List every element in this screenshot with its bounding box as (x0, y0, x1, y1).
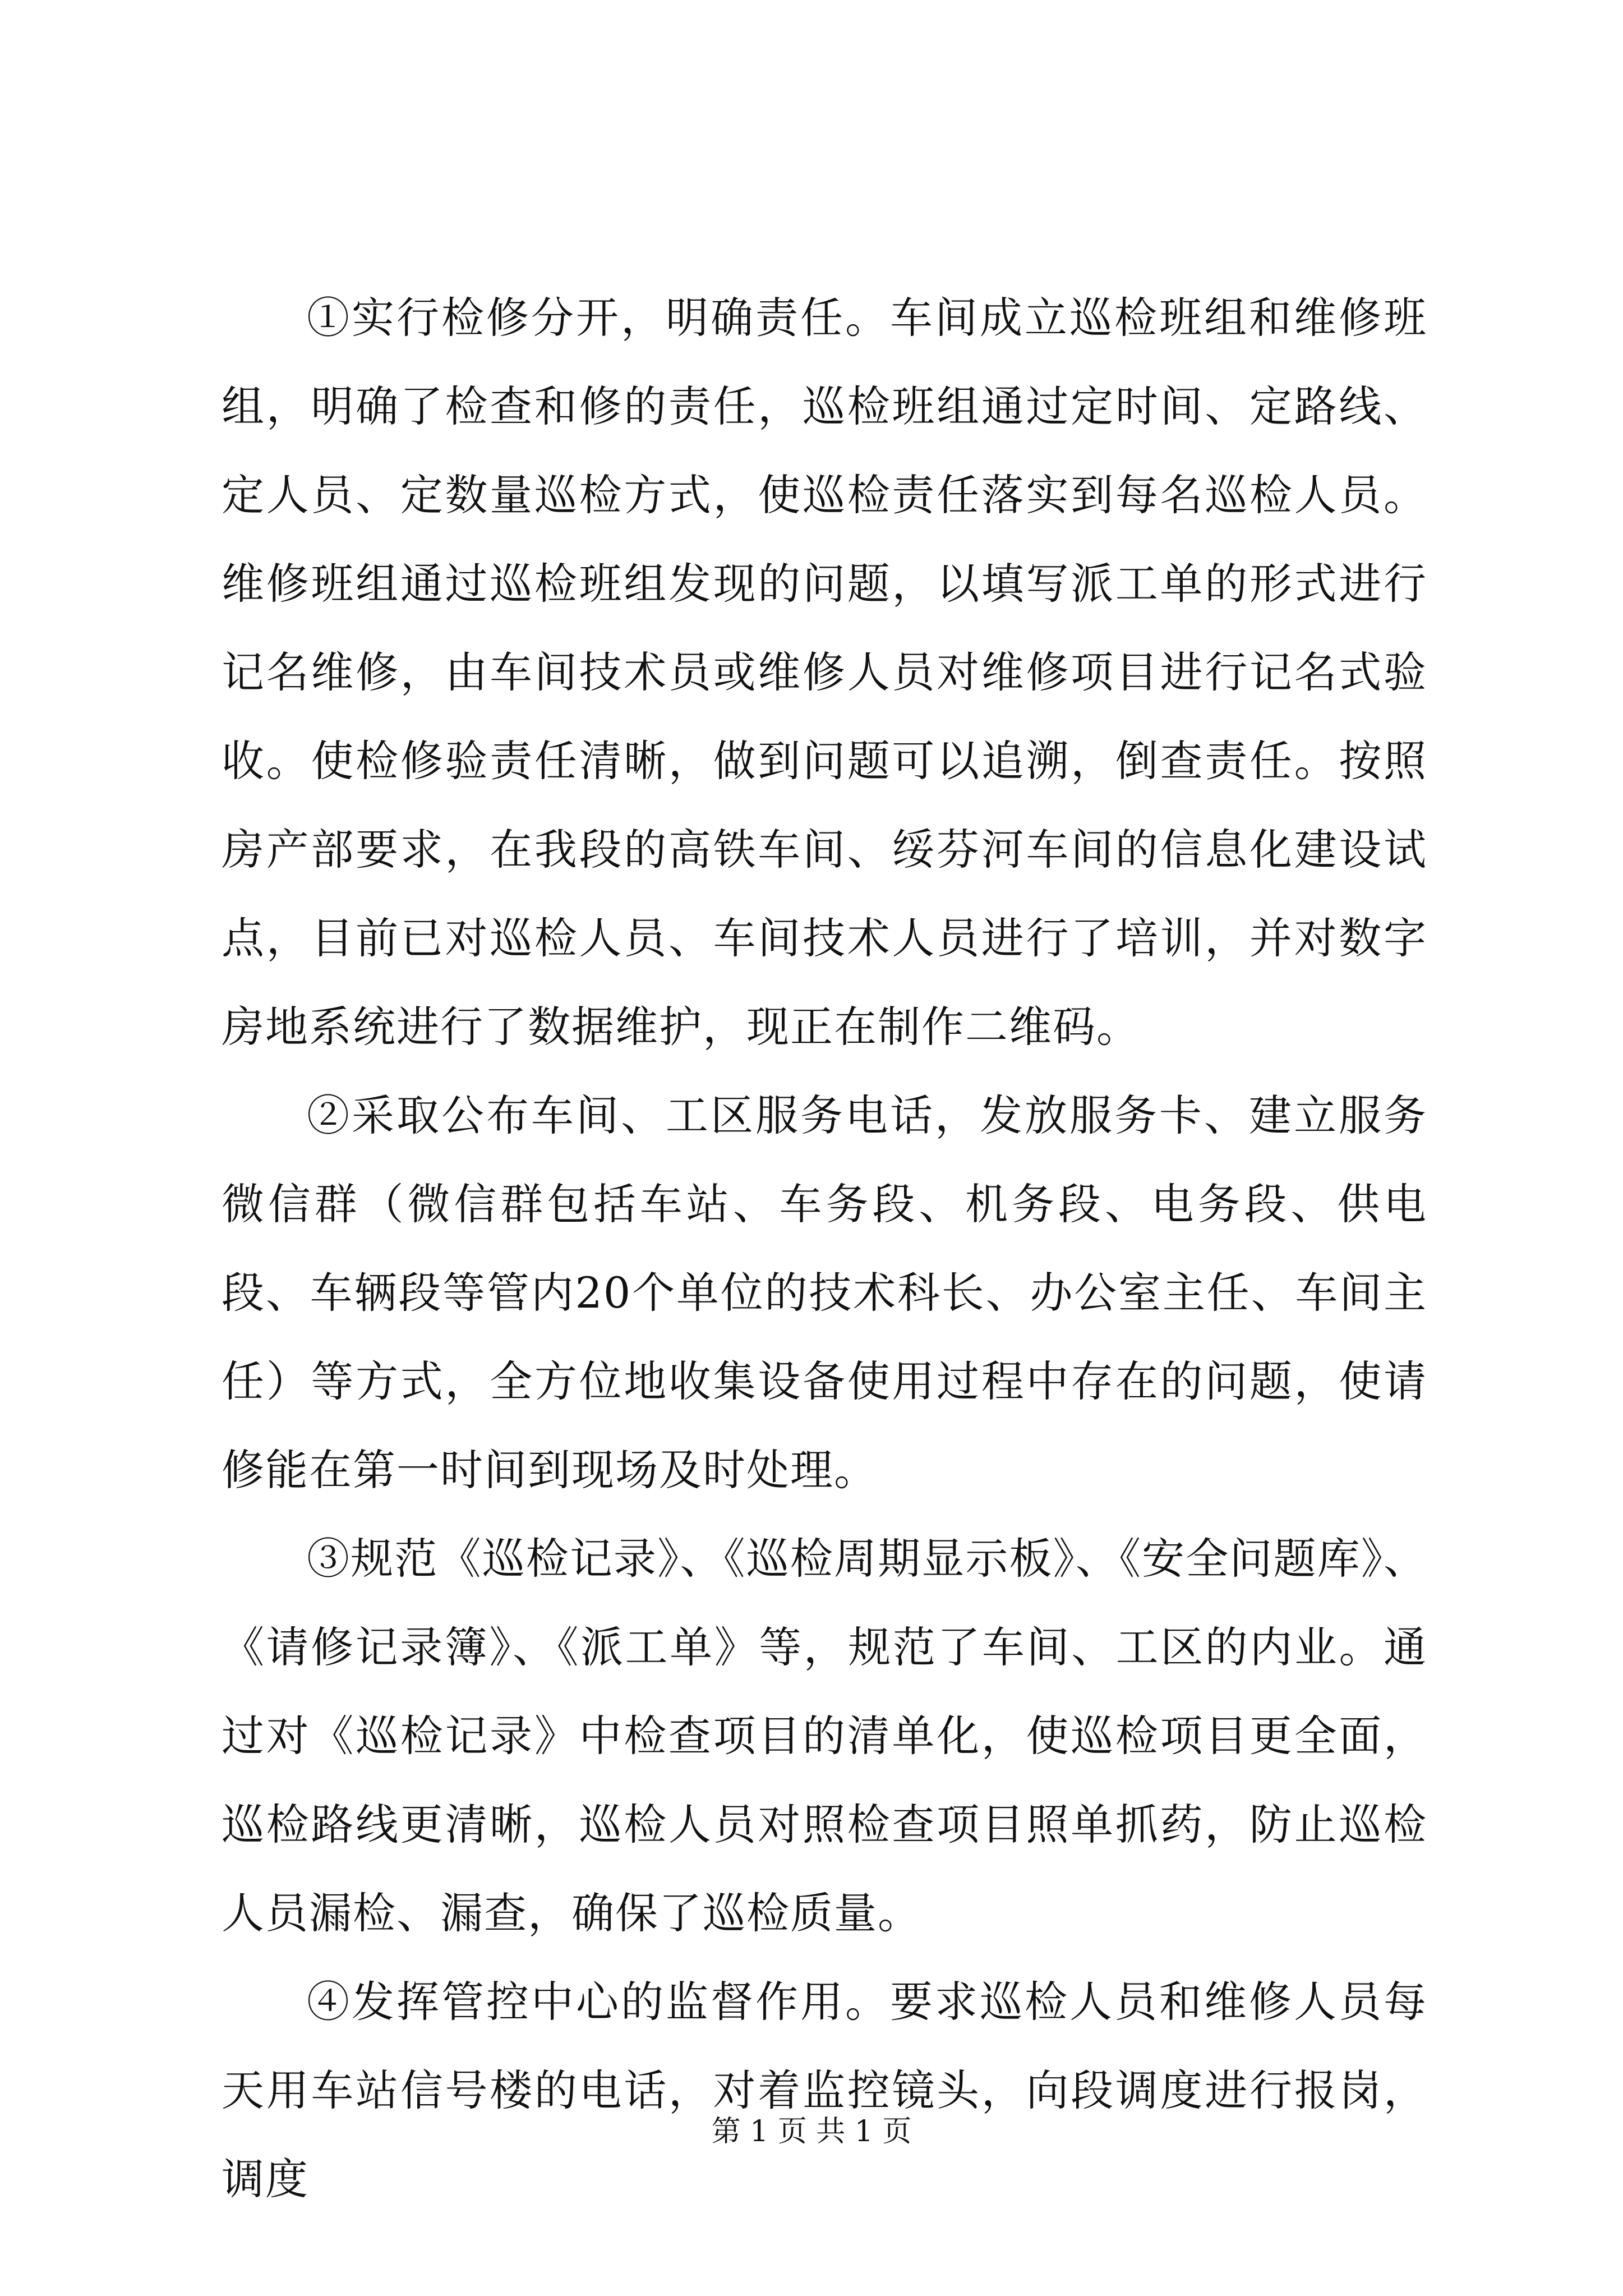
paragraph-1: ①实行检修分开，明确责任。车间成立巡检班组和维修班组，明确了检查和修的责任，巡检班组通过定时间、定路线、定人员、定数量巡检方式，使巡检责任落实到每名巡检人员。维修班组通过巡检班组发现的问题，以填写派工单的形式进行记名维修，由车间技术员或维修人员对维修项目进行记名式验收。使检修验责任清晰，做到问题可以追溯，倒查责任。按照房产部要求，在我段的高铁车间、绥芬河车间的信息化建设试点，目前已对巡检人员、车间技术人员进行了培训，并对数字房地系统进行了数据维护，现正在制作二维码。 (222, 293, 1427, 1052)
document-body (222, 274, 1427, 2224)
paragraph-3: ③规范《巡检记录》、《巡检周期显示板》、《安全问题库》、《请修记录簿》、《派工单》等，规范了车间、工区的内业。通过对《巡检记录》中检查项目的清单化，使巡检项目更全面，巡检路线更清晰，巡检人员对照检查项目照单抓药，防止巡检人员漏检、漏查，确保了巡检质量。 (222, 1534, 1427, 1938)
page-footer: 第 1 页 共 1 页 (711, 2115, 912, 2148)
paragraph-4: ④发挥管控中心的监督作用。要求巡检人员和维修人员每天用车站信号楼的电话，对着监控镜头，向段调度进行报岗，调度 (222, 1977, 1427, 2204)
paragraph-2: ②采取公布车间、工区服务电话，发放服务卡、建立服务微信群（微信群包括车站、车务段、机务段、电务段、供电段、车辆段等管内20个单位的技术科长、办公室主任、车间主任）等方式，全方位地收集设备使用过程中存在的问题，使请修能在第一时间到现场及时处理。 (222, 1091, 1427, 1495)
